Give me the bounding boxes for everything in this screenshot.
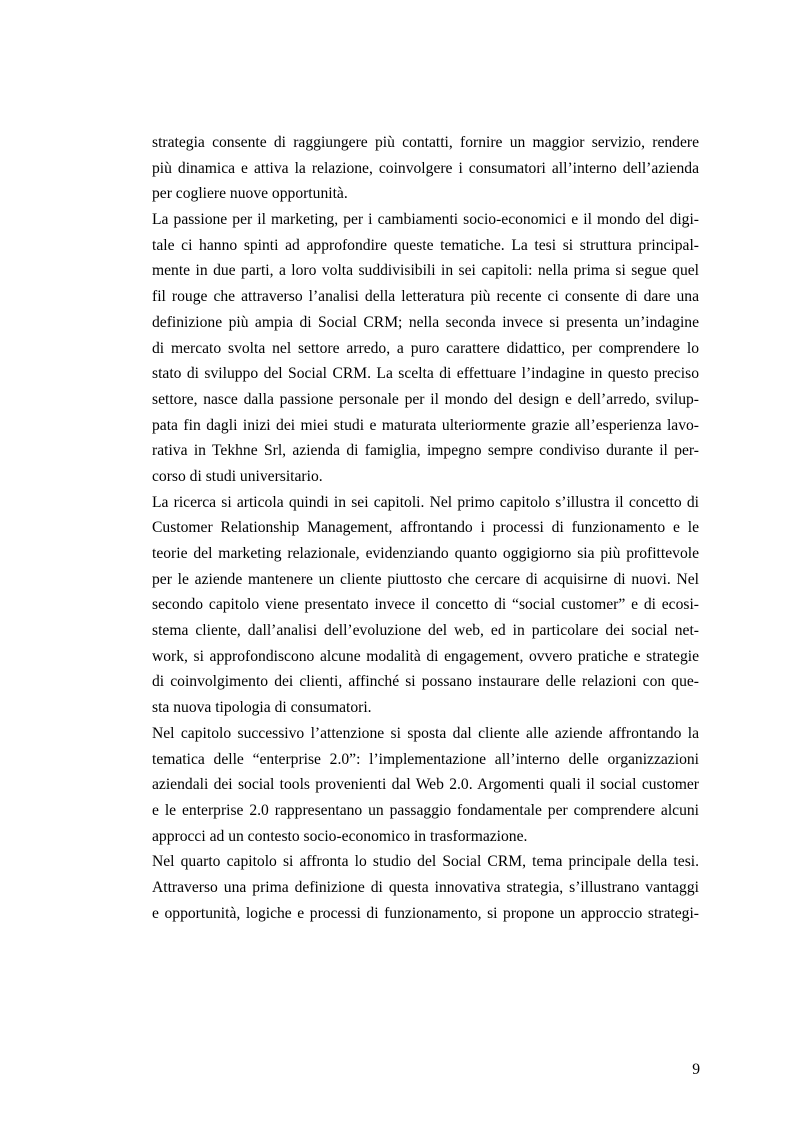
text-line: Nel quarto capitolo si affronta lo studio del Social CRM, tema principale della tesi. [152,853,699,871]
text-line: Attraverso una prima definizione di questa innovativa strategia, s’illustrano vantaggi [152,878,699,896]
text-line: approcci ad un contesto socio-economico in trasformazione. [152,827,528,845]
text-line: fil rouge che attraverso l’analisi della letteratura più recente ci consente di dare una [152,288,699,306]
text-line: definizione più ampia di Social CRM; nella seconda invece si presenta un’indagine [152,313,699,331]
text-line: tale ci hanno spinti ad approfondire queste tematiche. La tesi si struttura principal- [152,236,699,254]
text-line: teorie del marketing relazionale, evidenziando quanto oggigiorno sia più profittevole [152,545,699,562]
text-line: settore, nasce dalla passione personale per il mondo del design e dell’arredo, svilup- [152,390,699,408]
text-line: per le aziende mantenere un cliente piuttosto che cercare di acquisirne di nuovi. Nel [152,570,699,588]
body-text [152,130,699,926]
text-line: mente in due parti, a loro volta suddivisibili in sei capitoli: nella prima si segue quel [152,262,699,280]
text-line: corso di studi universitario. [152,467,323,485]
text-line: Nel capitolo successivo l’attenzione si sposta dal cliente alle aziende affrontando la [152,724,699,742]
text-line: work, si approfondiscono alcune modalità di engagement, ovvero pratiche e strategie [152,647,699,665]
text-line: e opportunità, logiche e processi di funzionamento, si propone un approccio strategi- [152,904,699,922]
text-line: strategia consente di raggiungere più contatti, fornire un maggior servizio, rendere [152,134,699,151]
page-number: 9 [692,1061,700,1078]
text-line: pata fin dagli inizi dei miei studi e maturata ulteriormente grazie all’esperienza lavo- [152,416,699,434]
text-line: Customer Relationship Management, affrontando i processi di funzionamento e le [152,519,699,537]
text-line: secondo capitolo viene presentato invece il concetto di “social customer” e di ecosi- [152,596,699,614]
text-line: stato di sviluppo del Social CRM. La scelta di effettuare l’indagine in questo preciso [152,365,699,383]
text-line: di coinvolgimento dei clienti, affinché si possano instaurare delle relazioni con que- [152,673,699,691]
text-line: aziendali dei social tools provenienti dal Web 2.0. Argomenti quali il social customer [152,776,699,794]
text-line: rativa in Tekhne Srl, azienda di famiglia, impegno sempre condiviso durante il per- [152,442,699,460]
text-line: di mercato svolta nel settore arredo, a puro carattere didattico, per comprendere lo [152,339,699,357]
text-line: e le enterprise 2.0 rappresentano un passaggio fondamentale per comprendere alcuni [152,801,699,819]
text-line: più dinamica e attiva la relazione, coinvolgere i consumatori all’interno dell’azienda [152,159,699,177]
text-line: La passione per il marketing, per i cambiamenti socio-economici e il mondo del digi- [152,211,699,229]
text-line: tematica delle “enterprise 2.0”: l’implementazione all’interno delle organizzazioni [152,750,699,768]
text-line: stema cliente, dall’analisi dell’evoluzione del web, ed in particolare dei social net- [152,622,699,640]
text-line: sta nuova tipologia di consumatori. [152,699,372,717]
text-line: per cogliere nuove opportunità. [152,185,348,203]
text-line: La ricerca si articola quindi in sei capitoli. Nel primo capitolo s’illustra il concetto di [152,493,699,511]
